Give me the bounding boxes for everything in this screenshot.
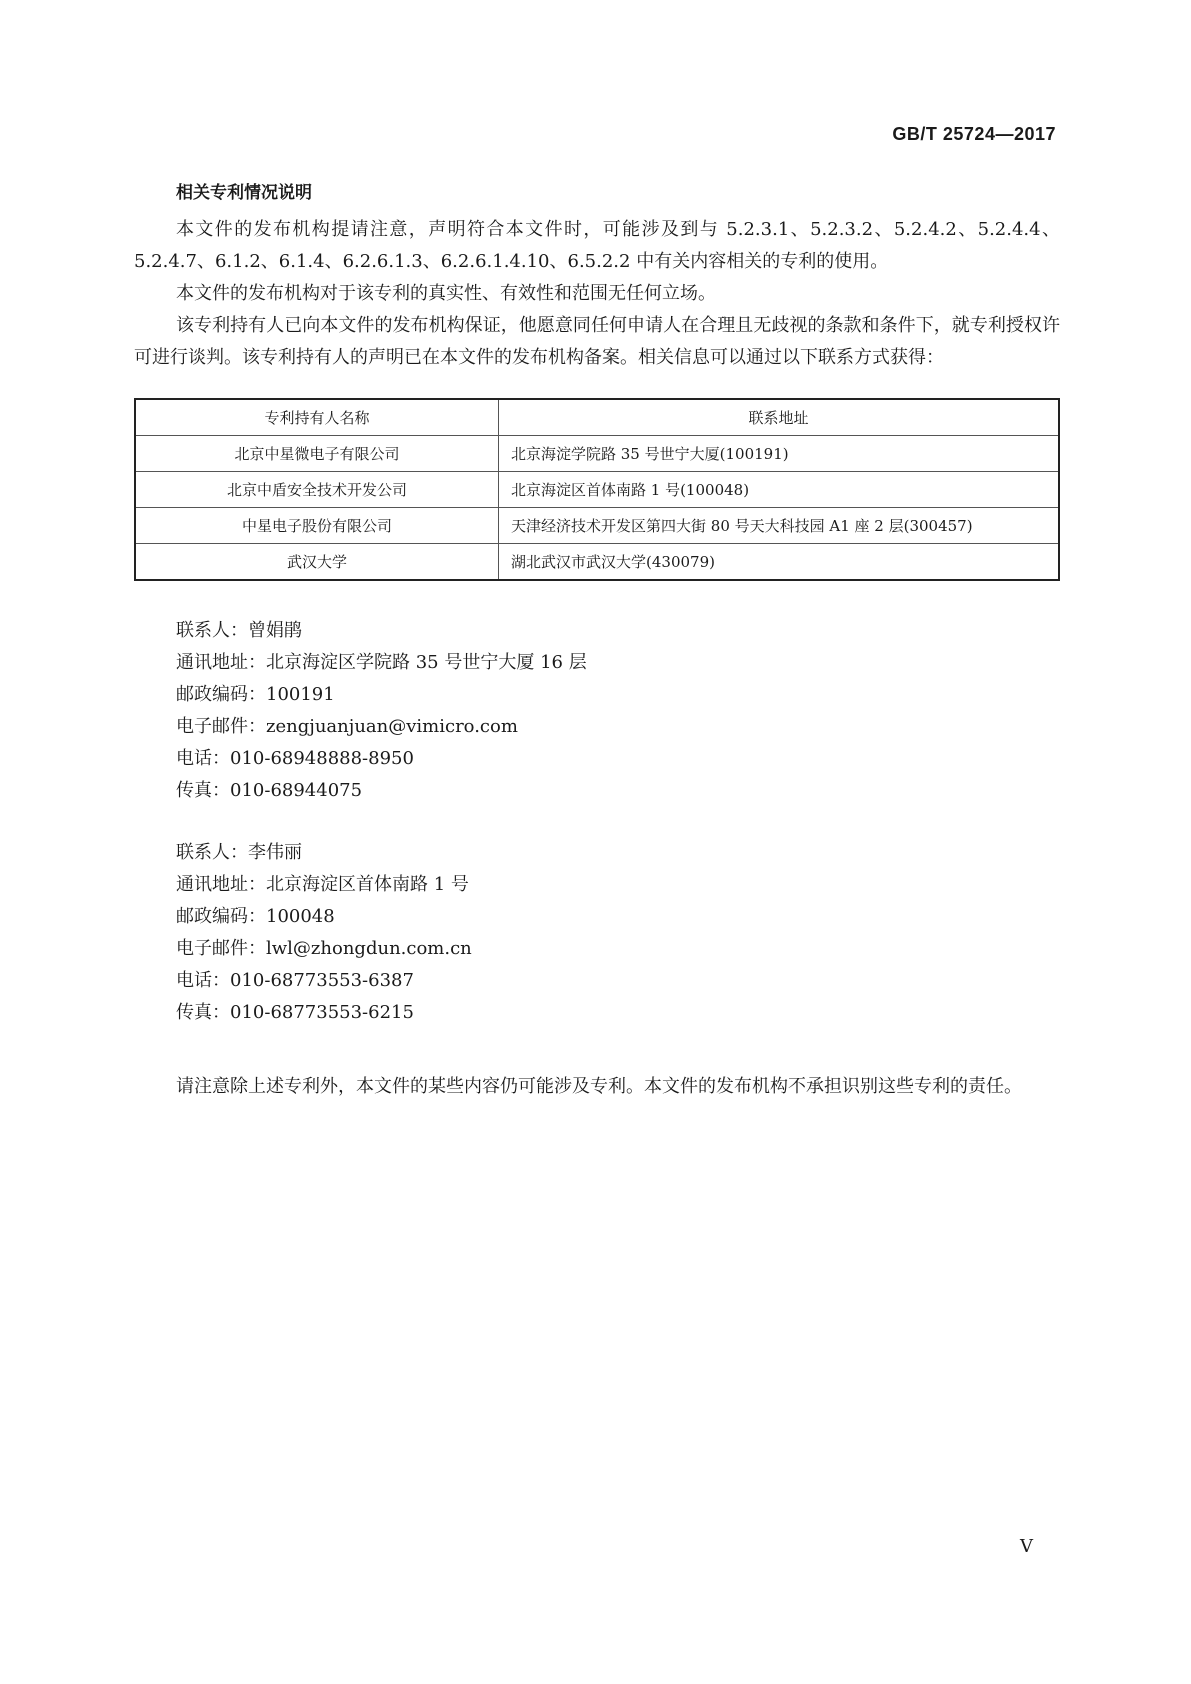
table-row	[135, 544, 1059, 581]
holder-name: 北京中星微电子有限公司	[135, 436, 499, 472]
contact-address: 通讯地址：北京海淀区首体南路 1 号	[176, 874, 469, 895]
contact-address: 通讯地址：北京海淀区学院路 35 号世宁大厦 16 层	[176, 652, 587, 673]
section-title: 相关专利情况说明	[176, 183, 312, 203]
holder-address: 北京海淀学院路 35 号世宁大厦(100191)	[499, 436, 1060, 472]
standard-code: GB/T 25724—2017	[892, 124, 1056, 144]
contact-phone: 电话：010-68948888-8950	[176, 748, 414, 769]
table-row	[135, 436, 1059, 472]
contact-block-1	[176, 615, 1060, 807]
contact-email: 电子邮件：zengjuanjuan@vimicro.com	[176, 716, 518, 737]
contact-person: 联系人：曾娟鹃	[176, 620, 302, 641]
contact-email: 电子邮件：lwl@zhongdun.com.cn	[176, 938, 472, 959]
table-row	[135, 508, 1059, 544]
holder-address: 天津经济技术开发区第四大街 80 号天大科技园 A1 座 2 层(300457)	[499, 508, 1060, 544]
paragraph-patent-notice: 本文件的发布机构提请注意，声明符合本文件时，可能涉及到与 5.2.3.1、5.2.3.2、5.2.4.2、5.2.4.4、5.2.4.7、6.1.2、6.1.4、6.2.6.1.3、6.2.6.1.4.10、6.5.2.2 中有关内容相关的专利的使用。	[134, 219, 1060, 272]
contact-postcode: 邮政编码：100048	[176, 906, 335, 927]
contact-fax: 传真：010-68773553-6215	[176, 1002, 414, 1023]
contact-fax: 传真：010-68944075	[176, 780, 363, 801]
holder-name: 北京中盾安全技术开发公司	[135, 472, 499, 508]
paragraph-no-position: 本文件的发布机构对于该专利的真实性、有效性和范围无任何立场。	[176, 283, 716, 304]
closing-note: 请注意除上述专利外，本文件的某些内容仍可能涉及专利。本文件的发布机构不承担识别这些专利的责任。	[176, 1076, 1022, 1097]
contact-block-2	[176, 837, 1060, 1029]
holder-name: 中星电子股份有限公司	[135, 508, 499, 544]
column-header-holder: 专利持有人名称	[135, 399, 499, 436]
contact-postcode: 邮政编码：100191	[176, 684, 335, 705]
holder-address: 北京海淀区首体南路 1 号(100048)	[499, 472, 1060, 508]
patent-holders-table	[134, 398, 1060, 581]
holder-name: 武汉大学	[135, 544, 499, 581]
paragraph-holder-assurance: 该专利持有人已向本文件的发布机构保证，他愿意同任何申请人在合理且无歧视的条款和条件下，就专利授权许可进行谈判。该专利持有人的声明已在本文件的发布机构备案。相关信息可以通过以下联系方式获得：	[134, 315, 1060, 368]
page-number: V	[1020, 1536, 1033, 1557]
column-header-address: 联系地址	[499, 399, 1060, 436]
holder-address: 湖北武汉市武汉大学(430079)	[499, 544, 1060, 581]
contact-person: 联系人：李伟丽	[176, 842, 302, 863]
table-row	[135, 472, 1059, 508]
contact-phone: 电话：010-68773553-6387	[176, 970, 414, 991]
table-header-row	[135, 399, 1059, 436]
document-body	[134, 180, 1060, 1103]
